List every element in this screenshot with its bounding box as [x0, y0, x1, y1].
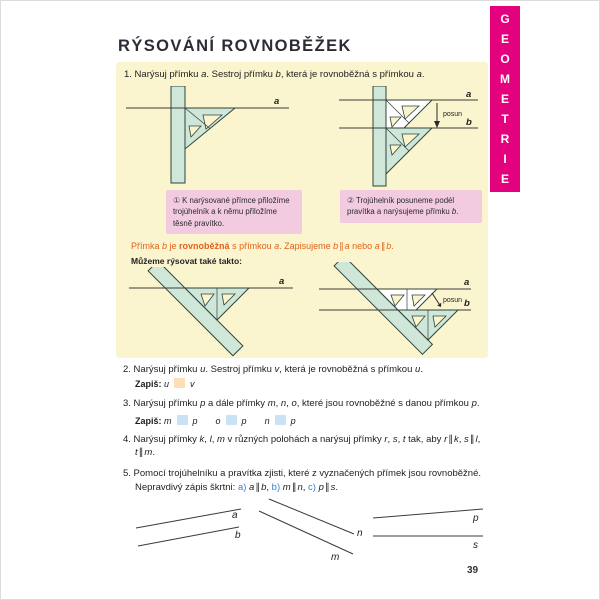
label-b: b — [235, 530, 241, 541]
line-p — [373, 509, 483, 518]
diagram-diagonal-step1 — [121, 267, 301, 357]
exercise-5-text-line2: Nepravdivý zápis škrtni: a) a∥b, b) m∥n, c) p∥s. — [135, 482, 339, 493]
line-b — [138, 527, 239, 546]
exercise-5-figure — [116, 496, 491, 566]
label-a: a — [279, 276, 285, 287]
line-a — [136, 509, 241, 528]
ruler — [148, 267, 243, 356]
shift-label: posun — [443, 111, 463, 118]
set-square — [386, 128, 432, 174]
ruler — [373, 86, 386, 186]
exercise-3-answer-line: Zapiš: m p o p n p — [135, 416, 296, 426]
diagram-diagonal-step2 — [301, 262, 486, 357]
exercise-2-answer-line: Zapiš: u v — [135, 379, 195, 389]
diagram-ruler-triangle-step1 — [121, 86, 296, 191]
conclusion-text: Přímka b je rovnoběžná s přímkou a. Zapisujeme b∥a nebo a∥b. — [131, 241, 394, 251]
page-title: RÝSOVÁNÍ ROVNOBĚŽEK — [118, 37, 352, 55]
page-number: 39 — [467, 565, 479, 576]
label-n: n — [357, 528, 363, 539]
exercise-5-text-line1: 5. Pomocí trojúhelníku a pravítka zjisti, které z vyznačených přímek jsou rovnoběžné. — [123, 468, 481, 479]
intro-panel — [116, 62, 488, 358]
label-m: m — [331, 552, 340, 563]
label-s: s — [473, 540, 478, 551]
diagram-ruler-triangle-step2 — [331, 86, 481, 191]
caption-step1: ① K narýsované přímce přiložíme trojúhelník a k němu přiložíme těsně pravítko. — [166, 190, 302, 234]
label-a: a — [232, 510, 238, 521]
exercise-1-text: 1. Narýsuj přímku a. Sestroj přímku b, která je rovnoběžná s přímkou a. — [124, 69, 425, 80]
shift-arrow — [434, 103, 440, 128]
set-square — [185, 108, 235, 149]
alternative-heading: Můžeme rýsovat také takto: — [131, 256, 243, 266]
geometry-side-tab: G E O M E T R I E — [490, 6, 520, 192]
label-a: a — [464, 277, 470, 288]
label-b: b — [464, 298, 470, 309]
exercise-4-text-line2: t∥m. — [135, 447, 155, 458]
ruler — [171, 86, 185, 183]
exercise-2-text: 2. Narýsuj přímku u. Sestroj přímku v, která je rovnoběžná s přímkou u. — [123, 364, 423, 375]
exercise-3-text: 3. Narýsuj přímku p a dále přímky m, n, o, které jsou rovnoběžné s danou přímkou p. — [123, 398, 480, 409]
line-n — [269, 499, 354, 534]
label-b: b — [466, 117, 472, 128]
label-a: a — [274, 96, 280, 107]
label-p: p — [473, 513, 479, 524]
line-m — [259, 511, 353, 554]
caption-step2: ② Trojúhelník posuneme podél pravítka a narýsujeme přímku b. — [340, 190, 482, 223]
label-a: a — [466, 89, 472, 100]
shift-label: posun — [443, 297, 463, 304]
shift-arrow — [432, 293, 441, 307]
exercise-4-text-line1: 4. Narýsuj přímky k, l, m v různých polohách a narýsuj přímky r, s, t tak, aby r∥k, s∥l, — [123, 434, 481, 445]
